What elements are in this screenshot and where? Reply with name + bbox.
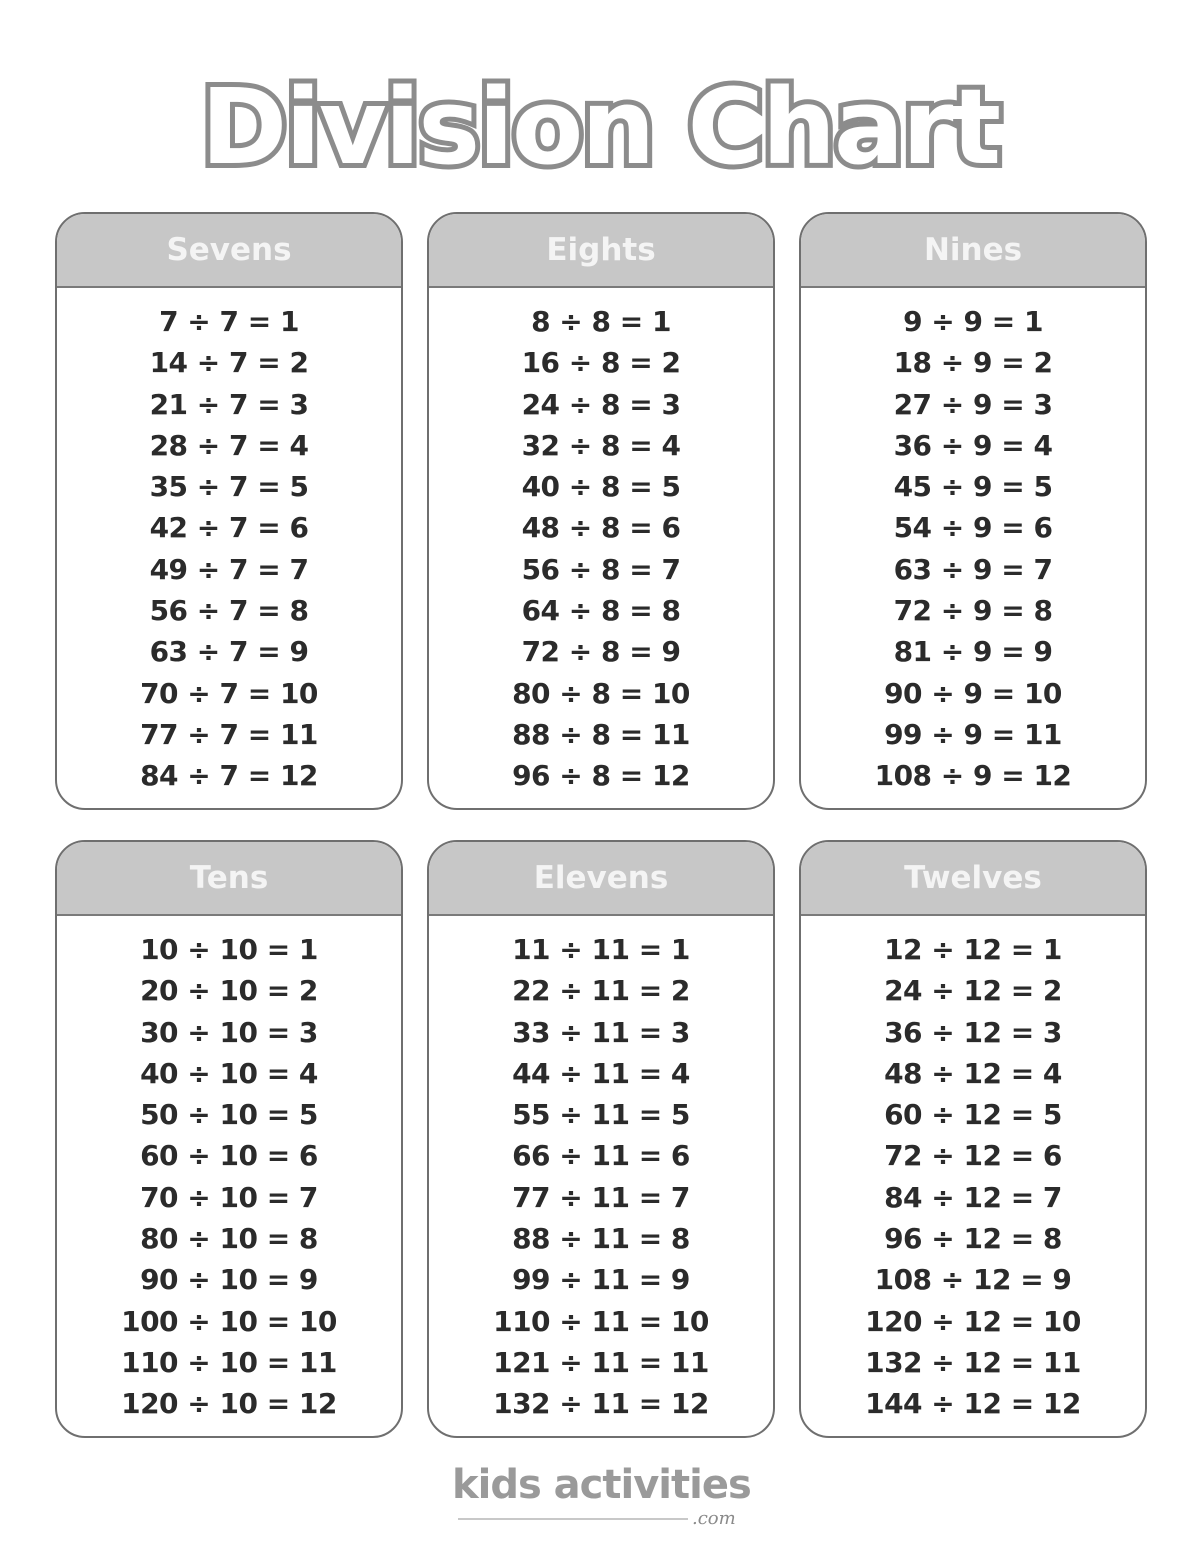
card-twelves (799, 840, 1147, 1438)
equation-row: 56 ÷ 8 = 7 (521, 552, 681, 586)
card-rows (801, 916, 1145, 1425)
equation-row: 63 ÷ 7 = 9 (149, 635, 309, 669)
equation-row: 77 ÷ 7 = 11 (140, 717, 318, 751)
card-tens (55, 840, 403, 1438)
equation-row: 121 ÷ 11 = 11 (493, 1345, 709, 1379)
equation-row: 84 ÷ 12 = 7 (884, 1180, 1062, 1214)
equation-row: 56 ÷ 7 = 8 (149, 594, 309, 628)
equation-row: 7 ÷ 7 = 1 (159, 305, 299, 338)
equation-row: 18 ÷ 9 = 2 (893, 346, 1053, 380)
equation-row: 10 ÷ 10 = 1 (140, 933, 318, 966)
equation-row: 55 ÷ 11 = 5 (512, 1098, 690, 1132)
card-elevens (427, 840, 775, 1438)
equation-row: 90 ÷ 10 = 9 (140, 1263, 318, 1297)
title-area (0, 62, 1200, 192)
card-heading: Twelves (801, 842, 1145, 916)
equation-row: 63 ÷ 9 = 7 (893, 552, 1053, 586)
equation-row: 24 ÷ 8 = 3 (521, 387, 681, 421)
equation-row: 72 ÷ 8 = 9 (521, 635, 681, 669)
equation-row: 48 ÷ 8 = 6 (521, 511, 681, 545)
equation-row: 30 ÷ 10 = 3 (140, 1015, 318, 1049)
equation-row: 60 ÷ 12 = 5 (884, 1098, 1062, 1132)
card-rows (57, 288, 401, 797)
equation-row: 132 ÷ 12 = 11 (865, 1345, 1081, 1379)
equation-row: 49 ÷ 7 = 7 (149, 552, 309, 586)
equation-row: 84 ÷ 7 = 12 (140, 759, 318, 793)
equation-row: 21 ÷ 7 = 3 (149, 387, 309, 421)
equation-row: 80 ÷ 8 = 10 (512, 676, 690, 710)
equation-row: 9 ÷ 9 = 1 (903, 305, 1043, 338)
equation-row: 64 ÷ 8 = 8 (521, 594, 681, 628)
equation-row: 32 ÷ 8 = 4 (521, 428, 681, 462)
equation-row: 24 ÷ 12 = 2 (884, 974, 1062, 1008)
equation-row: 11 ÷ 11 = 1 (512, 933, 690, 966)
equation-row: 14 ÷ 7 = 2 (149, 346, 309, 380)
logo-underline (458, 1518, 688, 1520)
equation-row: 88 ÷ 8 = 11 (512, 717, 690, 751)
card-rows (801, 288, 1145, 797)
equation-row: 99 ÷ 11 = 9 (512, 1263, 690, 1297)
card-rows (57, 916, 401, 1425)
card-rows (429, 288, 773, 797)
equation-row: 48 ÷ 12 = 4 (884, 1056, 1062, 1090)
equation-row: 100 ÷ 10 = 10 (121, 1304, 337, 1338)
page-title: Division Chart (200, 66, 1000, 188)
equation-row: 50 ÷ 10 = 5 (140, 1098, 318, 1132)
equation-row: 16 ÷ 8 = 2 (521, 346, 681, 380)
equation-row: 120 ÷ 12 = 10 (865, 1304, 1081, 1338)
equation-row: 66 ÷ 11 = 6 (512, 1139, 690, 1173)
equation-row: 96 ÷ 12 = 8 (884, 1222, 1062, 1256)
equation-row: 110 ÷ 11 = 10 (493, 1304, 709, 1338)
equation-row: 99 ÷ 9 = 11 (884, 717, 1062, 751)
equation-row: 35 ÷ 7 = 5 (149, 470, 309, 504)
equation-row: 40 ÷ 10 = 4 (140, 1056, 318, 1090)
logo-suffix: .com (692, 1508, 736, 1529)
card-heading: Sevens (57, 214, 401, 288)
equation-row: 70 ÷ 7 = 10 (140, 676, 318, 710)
equation-row: 88 ÷ 11 = 8 (512, 1222, 690, 1256)
equation-row: 28 ÷ 7 = 4 (149, 428, 309, 462)
equation-row: 20 ÷ 10 = 2 (140, 974, 318, 1008)
equation-row: 110 ÷ 10 = 11 (121, 1345, 337, 1379)
equation-row: 54 ÷ 9 = 6 (893, 511, 1053, 545)
equation-row: 70 ÷ 10 = 7 (140, 1180, 318, 1214)
equation-row: 72 ÷ 9 = 8 (893, 594, 1053, 628)
equation-row: 108 ÷ 12 = 9 (874, 1263, 1072, 1297)
logo-text: kids activities (452, 1462, 751, 1508)
equation-row: 12 ÷ 12 = 1 (884, 933, 1062, 966)
equation-row: 77 ÷ 11 = 7 (512, 1180, 690, 1214)
card-heading: Nines (801, 214, 1145, 288)
equation-row: 40 ÷ 8 = 5 (521, 470, 681, 504)
equation-row: 42 ÷ 7 = 6 (149, 511, 309, 545)
equation-row: 120 ÷ 10 = 12 (121, 1387, 337, 1421)
card-heading: Elevens (429, 842, 773, 916)
equation-row: 80 ÷ 10 = 8 (140, 1222, 318, 1256)
card-nines (799, 212, 1147, 810)
equation-row: 27 ÷ 9 = 3 (893, 387, 1053, 421)
equation-row: 45 ÷ 9 = 5 (893, 470, 1053, 504)
equation-row: 8 ÷ 8 = 1 (531, 305, 671, 338)
equation-row: 72 ÷ 12 = 6 (884, 1139, 1062, 1173)
card-rows (429, 916, 773, 1425)
equation-row: 132 ÷ 11 = 12 (493, 1387, 709, 1421)
equation-row: 60 ÷ 10 = 6 (140, 1139, 318, 1173)
equation-row: 96 ÷ 8 = 12 (512, 759, 690, 793)
equation-row: 90 ÷ 9 = 10 (884, 676, 1062, 710)
card-heading: Tens (57, 842, 401, 916)
card-heading: Eights (429, 214, 773, 288)
kids-activities-logo (452, 1462, 752, 1542)
equation-row: 144 ÷ 12 = 12 (865, 1387, 1081, 1421)
equation-row: 33 ÷ 11 = 3 (512, 1015, 690, 1049)
equation-row: 36 ÷ 9 = 4 (893, 428, 1053, 462)
equation-row: 44 ÷ 11 = 4 (512, 1056, 690, 1090)
card-eights (427, 212, 775, 810)
equation-row: 81 ÷ 9 = 9 (893, 635, 1053, 669)
equation-row: 108 ÷ 9 = 12 (874, 759, 1072, 793)
equation-row: 36 ÷ 12 = 3 (884, 1015, 1062, 1049)
card-sevens (55, 212, 403, 810)
equation-row: 22 ÷ 11 = 2 (512, 974, 690, 1008)
